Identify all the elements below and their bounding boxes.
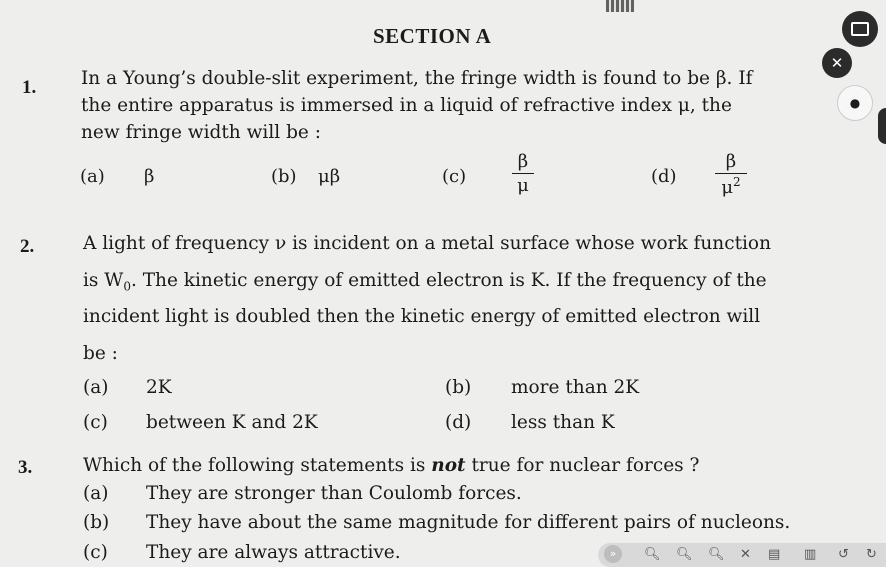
monitor-icon xyxy=(851,22,869,36)
q1-option-a-label[interactable]: (a) xyxy=(80,166,105,187)
c-denominator: μ xyxy=(517,175,529,196)
q1-line1: In a Young’s double-slit experiment, the fringe width is found to be β. If xyxy=(81,68,753,89)
q3-option-a-label[interactable]: (a) xyxy=(83,483,109,504)
q3-option-c-label[interactable]: (c) xyxy=(83,542,108,563)
q2-option-b-label[interactable]: (b) xyxy=(445,377,472,398)
d-numerator: β xyxy=(725,151,737,172)
expand-icon[interactable]: » xyxy=(604,545,622,563)
hand-icon: ● xyxy=(849,96,861,110)
tools-button[interactable] xyxy=(822,48,852,78)
q1-option-c-label[interactable]: (c) xyxy=(442,166,467,187)
search-icon[interactable]: 🔍︎ xyxy=(708,547,725,562)
zoom-in-icon[interactable]: 🔍︎ xyxy=(644,547,661,562)
q2-option-d-label[interactable]: (d) xyxy=(445,412,472,433)
desktop-button[interactable] xyxy=(842,11,878,47)
c-numerator: β xyxy=(517,151,529,172)
q1-line3: new fringe width will be : xyxy=(81,122,321,143)
section-title: SECTION A xyxy=(373,24,492,48)
q3-option-b-label[interactable]: (b) xyxy=(83,512,110,533)
q3-option-a-text: They are stronger than Coulomb forces. xyxy=(146,483,522,504)
q3-option-b-text: They have about the same magnitude for different pairs of nucleons. xyxy=(146,512,791,533)
q2-option-a-label[interactable]: (a) xyxy=(83,377,109,398)
q2-line2: is $W_0$. The kinetic energy of emitted electron is K. If the frequency of the xyxy=(83,270,767,294)
q3-option-c-text: They are always attractive. xyxy=(146,542,401,563)
pages-icon[interactable]: ▥ xyxy=(804,547,817,562)
q2-line4: be : xyxy=(83,343,118,364)
q3-line: Which of the following statements is not true for nuclear forces ? xyxy=(83,455,700,476)
q2-line3: incident light is doubled then the kinetic energy of emitted electron will xyxy=(83,306,761,327)
q2-option-c-text: between K and 2K xyxy=(146,412,318,433)
hand-button[interactable] xyxy=(837,85,873,121)
close-icon[interactable]: ✕ xyxy=(740,547,751,562)
viewer-toolbar xyxy=(598,543,886,567)
q1-number: 1. xyxy=(22,77,37,98)
q1-option-b-text: μβ xyxy=(318,166,341,187)
q1-option-a-text: β xyxy=(144,166,155,187)
page-icon[interactable]: ▤ xyxy=(768,547,781,562)
q2-number: 2. xyxy=(20,236,35,257)
q1-option-b-label[interactable]: (b) xyxy=(271,166,297,187)
q1-option-d-label[interactable]: (d) xyxy=(651,166,677,187)
d-denominator: $\mu^2$ xyxy=(721,175,741,198)
q2-option-a-text: 2K xyxy=(146,377,172,398)
zoom-out-icon[interactable]: 🔍︎ xyxy=(676,547,693,562)
side-edge[interactable] xyxy=(878,108,886,144)
qr-icon xyxy=(606,0,634,12)
q1-line2: the entire apparatus is immersed in a liquid of refractive index μ, the xyxy=(81,95,732,116)
redo-icon[interactable]: ↻ xyxy=(866,547,877,562)
close-tools-icon: ✕ xyxy=(830,54,844,72)
q2-option-b-text: more than 2K xyxy=(511,377,640,398)
q3-number: 3. xyxy=(18,457,33,478)
q1-option-d-fraction xyxy=(715,151,747,198)
q1-option-c-fraction xyxy=(512,151,534,196)
q2-line1: A light of frequency ν is incident on a metal surface whose work function xyxy=(83,233,771,254)
q2-option-d-text: less than K xyxy=(511,412,615,433)
undo-icon[interactable]: ↺ xyxy=(838,547,849,562)
q2-option-c-label[interactable]: (c) xyxy=(83,412,108,433)
